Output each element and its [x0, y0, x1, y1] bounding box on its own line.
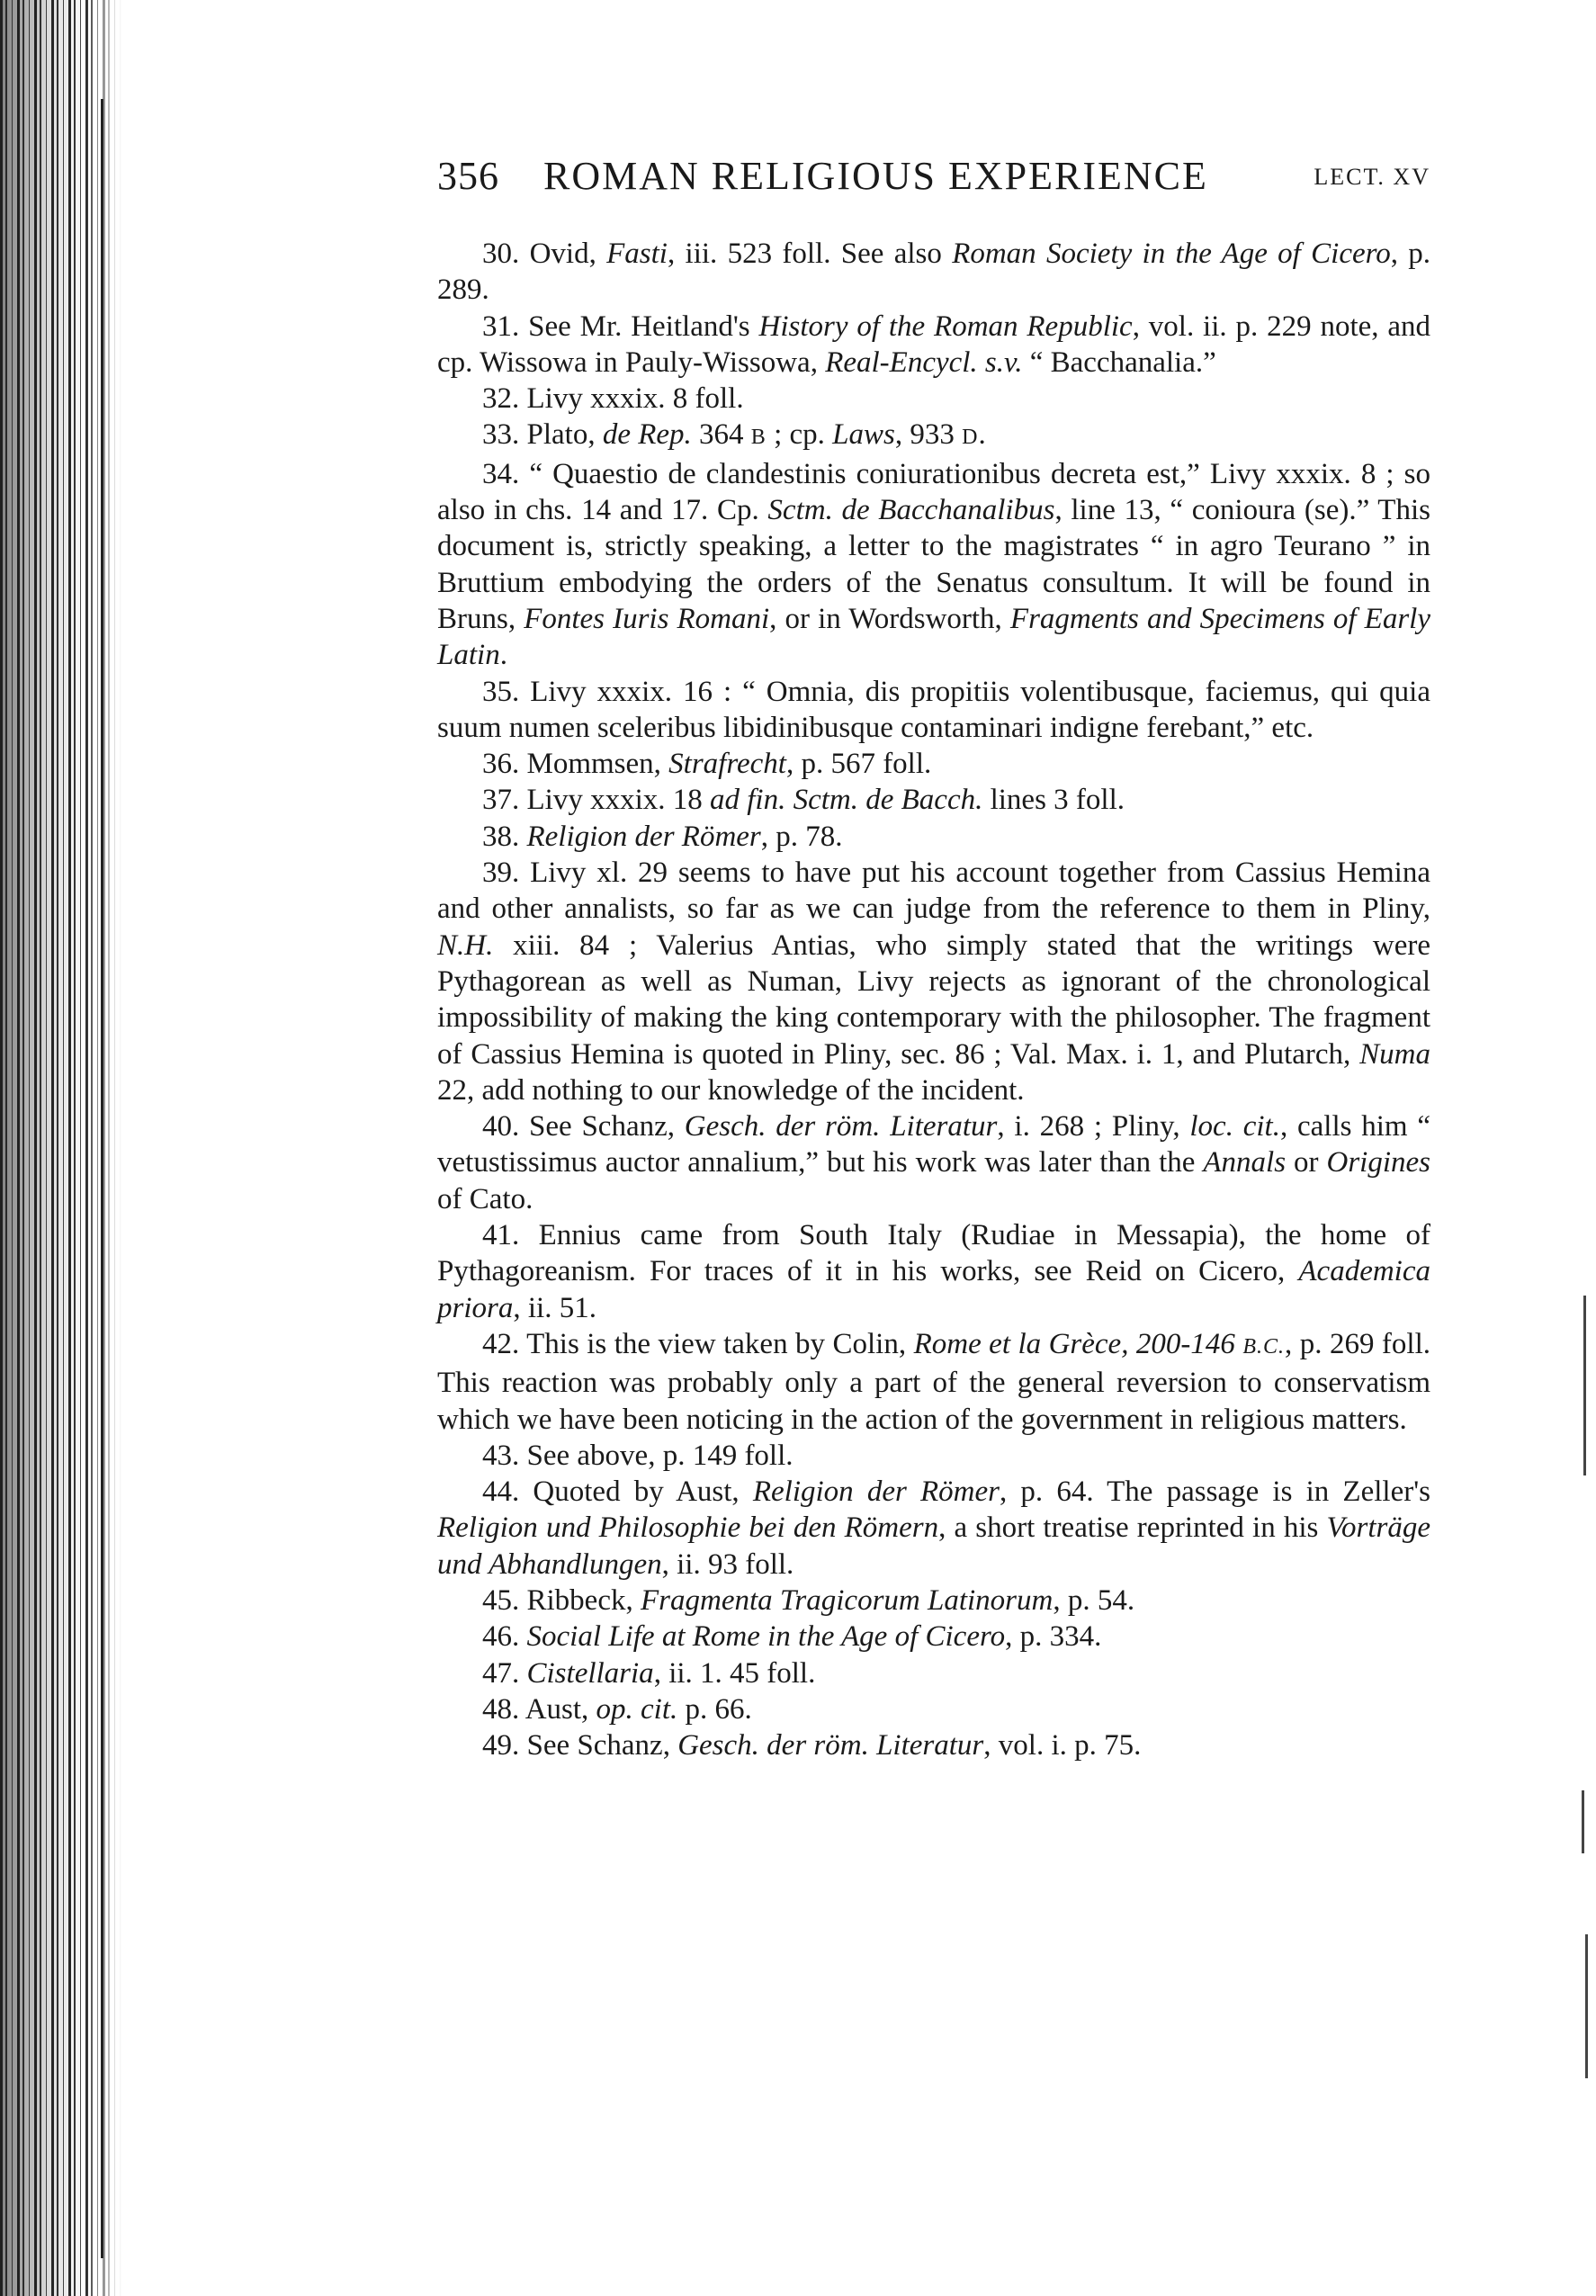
endnote-number: 48.	[482, 1692, 525, 1726]
endnote-text: , p. 289.	[437, 238, 1431, 307]
endnote-number: 32.	[482, 382, 527, 416]
endnote-text: or	[1286, 1146, 1327, 1179]
running-header	[437, 153, 1430, 216]
endnote	[437, 855, 1430, 1108]
scan-margin-mark	[1582, 1790, 1584, 1853]
endnote-text: Plato,	[526, 418, 603, 452]
endnote-number: 43.	[482, 1439, 527, 1472]
endnote-text: of Cato.	[437, 1182, 533, 1215]
endnotes-list	[437, 236, 1430, 1763]
endnote-text: ; cp.	[766, 418, 833, 452]
endnote-italic-text: Gesch. der röm. Literatur	[684, 1110, 998, 1144]
endnote	[437, 674, 1430, 747]
endnote-italic-text: loc. cit.	[1189, 1110, 1280, 1144]
endnote-italic-text: Sctm. de Bacchanalibus	[767, 494, 1055, 527]
endnote-italic-text: Real-Encycl. s.v.	[825, 345, 1023, 379]
endnote-number: 37.	[482, 784, 527, 817]
endnote-italic-text: de Rep.	[602, 418, 692, 452]
endnote-text: , or in Wordsworth,	[769, 602, 1010, 635]
lecture-label: LECT. XV	[1314, 164, 1430, 190]
endnote-italic-text: op. cit.	[596, 1692, 678, 1726]
endnote-italic-text: Numa	[1359, 1037, 1430, 1071]
endnote-italic-text: Origines	[1326, 1146, 1430, 1179]
endnote-text	[785, 784, 793, 816]
endnote	[437, 1655, 1430, 1691]
endnote-text: See Schanz,	[529, 1110, 685, 1144]
endnote-text: See Schanz,	[526, 1729, 678, 1762]
endnote-italic-text: Social Life at Rome in the Age of Cicero	[526, 1620, 1006, 1654]
endnote	[437, 309, 1430, 381]
endnote-text: , p. 54.	[1053, 1583, 1135, 1617]
endnote-italic-text: Religion und Philosophie bei den Römern	[437, 1511, 939, 1545]
endnote-text: , calls him “ vetustissimus auctor annalium,” but his work was later than the	[437, 1110, 1430, 1179]
endnote-italic-text: Academica priora	[437, 1255, 1430, 1324]
endnote-text: , a short treatise reprinted in his	[938, 1511, 1327, 1545]
endnote-number: 42.	[482, 1327, 527, 1360]
endnote	[437, 782, 1430, 818]
endnote	[437, 1619, 1430, 1655]
endnote	[437, 1108, 1430, 1217]
endnote	[437, 417, 1430, 455]
endnote-text: , ii. 1. 45 foll.	[653, 1656, 816, 1690]
endnote-italic-text: Sctm. de Bacch.	[793, 784, 983, 817]
endnote-text: “ Bacchanalia.”	[1022, 345, 1216, 379]
endnote-text: , p. 64. The passage is in Zeller's	[999, 1475, 1430, 1509]
endnote	[437, 236, 1430, 309]
endnote-italic-text: Gesch. der röm. Literatur	[677, 1729, 984, 1762]
endnote-text: , p. 334.	[1005, 1620, 1102, 1654]
endnote-text: p. 66.	[677, 1692, 752, 1726]
endnote-italic-text: Vorträge und Abhandlungen	[437, 1511, 1431, 1581]
endnote-text: .	[978, 418, 986, 452]
endnote-number: 33.	[482, 418, 527, 452]
endnote-text: , p. 269 foll. This reaction was probably only a part of the general reversion to conservatism which we have been noticing in the action of the government in religious matters.	[437, 1327, 1431, 1436]
endnote-number: 30.	[482, 238, 530, 270]
endnote-text: See above, p. 149 foll.	[526, 1439, 794, 1472]
endnote-number: 35.	[482, 675, 531, 708]
endnote-text: See Mr. Heitland's	[528, 309, 759, 343]
endnote-text: , vol. ii. p. 229 note, and cp. Wissowa in Pauly-Wissowa,	[437, 309, 1431, 379]
endnote-text: , iii. 523 foll. See also	[667, 238, 953, 270]
endnote-smallcaps-text: B.C.	[1242, 1334, 1286, 1359]
endnote-text: Livy xxxix. 18	[526, 784, 710, 817]
endnote-number: 47.	[482, 1656, 527, 1690]
endnote-italic-text: Cistellaria	[526, 1656, 654, 1690]
endnote	[437, 746, 1430, 782]
endnote-text: , p. 78.	[760, 820, 843, 853]
endnote-italic-text: Religion der Römer	[752, 1475, 1000, 1509]
endnote-text: xiii. 84 ; Valerius Antias, who simply stated that the writings were Pythagorean as well as Numan, Livy rejects as ignorant of the chronological impossibility of making the king contemporary with the philosopher. The fragment of Cassius Hemina is quoted in Pliny, sec. 86 ; Val. Max. i. 1, and Plutarch,	[437, 928, 1430, 1071]
endnote-smallcaps-text: B	[750, 426, 767, 450]
endnote-text: Ovid,	[529, 238, 607, 270]
endnote-text: Aust,	[525, 1692, 596, 1726]
endnote-italic-text: Fragments and Specimens of Early Latin	[437, 602, 1430, 672]
endnote-italic-text: Roman Society in the Age of Cicero	[952, 238, 1391, 270]
endnote-text: Ribbeck,	[526, 1583, 641, 1617]
endnote-italic-text: N.H.	[437, 928, 494, 962]
endnote	[437, 1217, 1430, 1326]
endnote-italic-text: Fragmenta Tragicorum Latinorum	[640, 1583, 1054, 1617]
page-number: 356	[437, 154, 499, 198]
endnote-text: Mommsen,	[526, 748, 669, 781]
endnote-number: 49.	[482, 1729, 527, 1762]
endnote-text: 22, add nothing to our knowledge of the incident.	[437, 1073, 1025, 1107]
endnote-text: .	[499, 639, 507, 672]
endnote-text: , i. 268 ; Pliny,	[997, 1110, 1190, 1144]
endnote-text: 364	[691, 418, 751, 452]
running-title: ROMAN RELIGIOUS EXPERIENCE	[543, 154, 1208, 198]
endnote-text: Livy xxxix. 16 : “ Omnia, dis propitiis volentibusque, faciemus, qui quia suum numen sceleribus libidinibusque contaminari indigne ferebant,” etc.	[437, 675, 1430, 744]
endnote-number: 40.	[482, 1110, 530, 1144]
endnote-italic-text: ad fin.	[710, 784, 786, 817]
endnote-italic-text: Fontes Iuris Romani	[524, 602, 770, 635]
endnote-number: 44.	[482, 1475, 533, 1509]
endnote-text: , line 13, “ conioura (se).” This document is, strictly speaking, a letter to the magistrates “ in agro Teurano ” in Bruttium embodying the orders of the Senatus consultum. It will be found in Bruns,	[437, 494, 1430, 635]
endnote-italic-text: Religion der Römer	[526, 820, 761, 853]
endnote	[437, 1474, 1430, 1583]
endnote	[437, 819, 1430, 855]
endnote-text: , 933	[894, 418, 963, 452]
endnote-number: 46.	[482, 1620, 527, 1654]
endnote-italic-text: Fasti	[606, 238, 668, 270]
endnote-text: Livy xl. 29 seems to have put his account together from Cassius Hemina and other annalists, so far as we can judge from the reference to them in Pliny,	[437, 857, 1431, 926]
endnote-italic-text: History of the Roman Republic	[758, 309, 1133, 343]
endnote-text: lines 3 foll.	[982, 784, 1125, 817]
endnote-text: , p. 567 foll.	[785, 748, 932, 781]
endnote-italic-text: Rome et la Grèce, 200-146	[913, 1327, 1243, 1360]
endnote-number: 39.	[482, 857, 531, 890]
endnote-number: 38.	[482, 820, 527, 853]
endnote-number: 36.	[482, 748, 527, 781]
endnote	[437, 1438, 1430, 1474]
endnote	[437, 1691, 1430, 1727]
endnote-text: , ii. 93 foll.	[661, 1547, 794, 1581]
endnote	[437, 456, 1430, 674]
endnote-text: This is the view taken by Colin,	[526, 1327, 914, 1360]
endnote	[437, 1727, 1430, 1763]
endnote-text: Ennius came from South Italy (Rudiae in Messapia), the home of Pythagoreanism. For traces of it in his works, see Reid on Cicero,	[437, 1219, 1431, 1288]
endnote-italic-text: Laws	[832, 418, 895, 452]
endnote-italic-text: Strafrecht	[668, 748, 786, 781]
endnote-smallcaps-text: D	[962, 426, 979, 450]
endnote-text: “ Quaestio de clandestinis coniurationibus decreta est,” Livy xxxix. 8 ; so also in chs. 14 and 17. Cp.	[437, 457, 1430, 527]
endnote-text: , vol. i. p. 75.	[983, 1729, 1142, 1762]
endnote-text: , ii. 51.	[513, 1291, 596, 1324]
endnote-text: Quoted by Aust,	[533, 1475, 753, 1509]
scan-margin-mark	[1585, 1934, 1588, 2078]
endnote-number: 41.	[482, 1219, 539, 1252]
endnote-number: 34.	[482, 457, 530, 490]
endnote-italic-text: Annals	[1203, 1146, 1287, 1179]
scan-margin-mark	[1583, 1296, 1586, 1475]
endnote	[437, 1326, 1430, 1438]
endnote-text: Livy xxxix. 8 foll.	[526, 382, 744, 416]
endnote	[437, 1583, 1430, 1619]
endnote-number: 45.	[482, 1583, 527, 1617]
binding-line	[101, 99, 103, 2258]
endnote-number: 31.	[482, 309, 529, 343]
endnote	[437, 381, 1430, 417]
